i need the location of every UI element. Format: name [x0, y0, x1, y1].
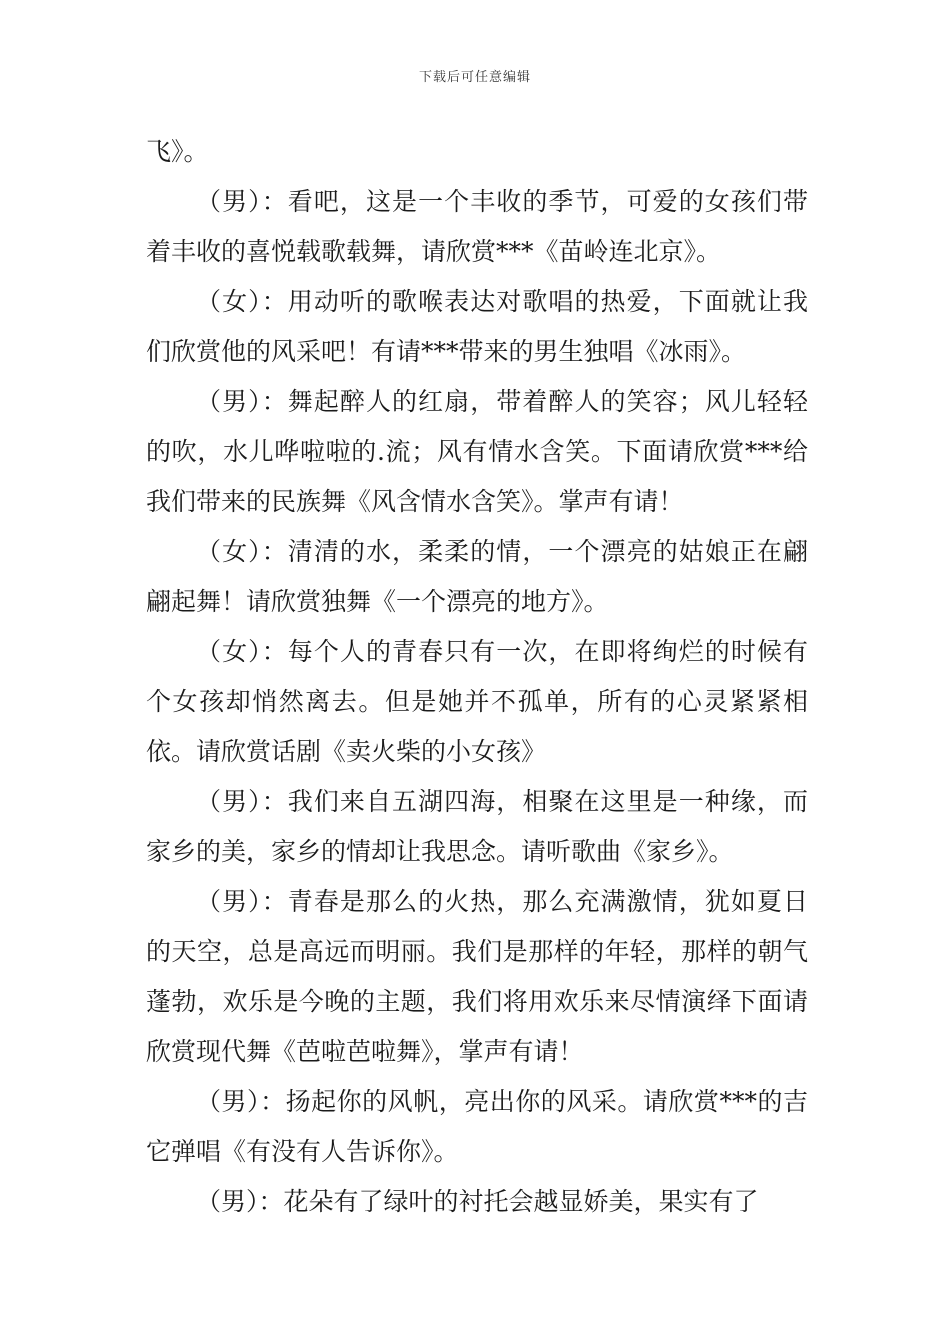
paragraph: （男）：青春是那么的火热，那么充满激情，犹如夏日的天空，总是高远而明丽。我们是那样的年轻，那样的朝气蓬勃，欢乐是今晚的主题，我们将用欢乐来尽情演绎下面请欣赏现代舞《芭啦芭啦舞》，掌声有请！	[146, 887, 808, 1066]
paragraph: （女）：用动听的歌喉表达对歌唱的热爱，下面就让我们欣赏他的风采吧！有请***带来的男生独唱《冰雨》。	[146, 287, 808, 366]
page-header: 下载后可任意编辑	[418, 70, 531, 85]
document-body	[146, 127, 808, 1227]
paragraph: 飞》。	[146, 137, 209, 166]
paragraph: （男）：花朵有了绿叶的衬托会越显娇美，果实有了	[196, 1187, 759, 1216]
paragraph: （男）：看吧，这是一个丰收的季节，可爱的女孩们带着丰收的喜悦载歌载舞，请欣赏***《苗岭连北京》。	[146, 187, 808, 266]
paragraph: （女）：清清的水，柔柔的情，一个漂亮的姑娘正在翩翩起舞！请欣赏独舞《一个漂亮的地方》。	[146, 537, 808, 616]
paragraph: （男）：舞起醉人的红扇，带着醉人的笑容；风儿轻轻的吹，水儿哗啦啦的.流；风有情水含笑。下面请欣赏***给我们带来的民族舞《风含情水含笑》。掌声有请！	[146, 387, 808, 516]
paragraph: （女）：每个人的青春只有一次，在即将绚烂的时候有个女孩却悄然离去。但是她并不孤单，所有的心灵紧紧相依。请欣赏话剧《卖火柴的小女孩》	[146, 637, 808, 766]
paragraph: （男）：我们来自五湖四海，相聚在这里是一种缘，而家乡的美，家乡的情却让我思念。请听歌曲《家乡》。	[146, 787, 808, 866]
paragraph: （男）：扬起你的风帆，亮出你的风采。请欣赏***的吉它弹唱《有没有人告诉你》。	[146, 1087, 808, 1166]
